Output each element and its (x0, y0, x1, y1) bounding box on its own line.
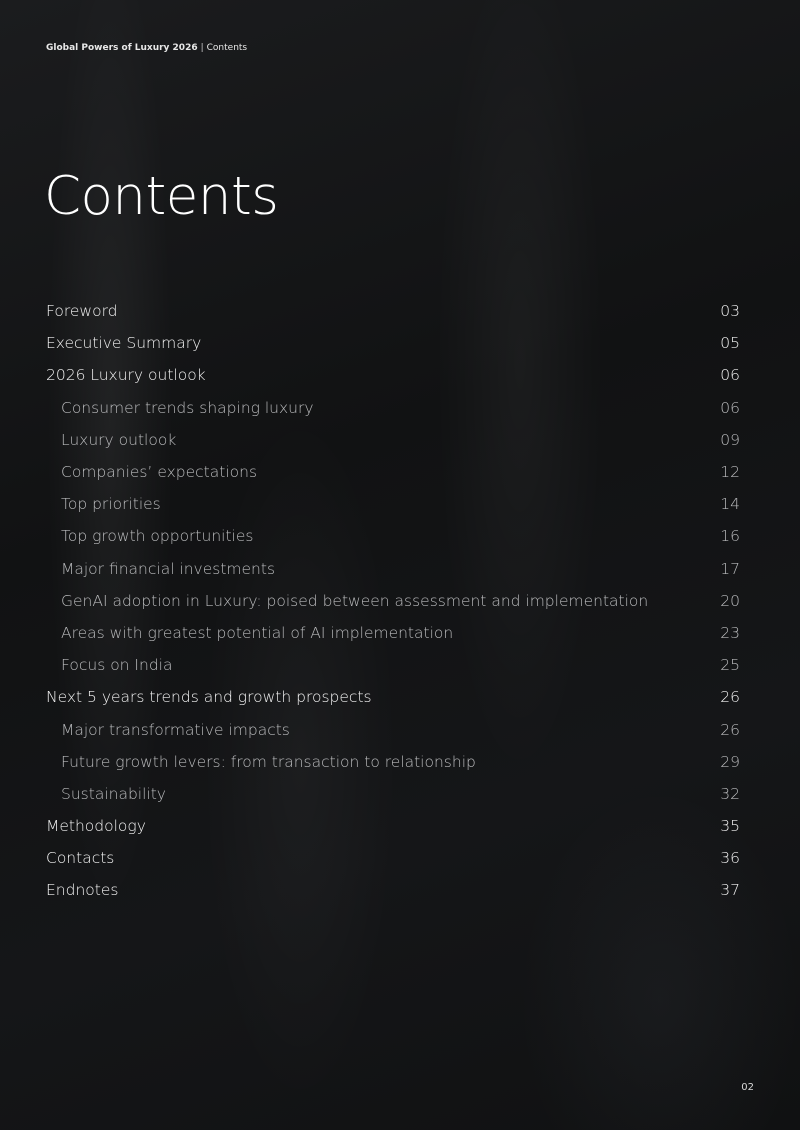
toc-entry-page: 09 (720, 430, 740, 449)
report-title: Global Powers of Luxury 2026 (46, 43, 198, 53)
toc-entry-label: Areas with greatest potential of AI implementation (61, 623, 454, 642)
toc-entry-label: Endnotes (46, 881, 119, 900)
toc-entry-page: 12 (720, 463, 740, 482)
toc-subentry[interactable] (46, 520, 740, 552)
toc-entry-label: Top growth opportunities (61, 527, 254, 546)
toc-entry-page: 29 (720, 752, 740, 771)
toc-entry-page: 32 (720, 784, 740, 803)
toc-entry-page: 23 (720, 623, 740, 642)
toc-entry-label: Executive Summary (46, 334, 202, 353)
toc-entry-page: 03 (720, 302, 740, 321)
toc-entry-page: 14 (720, 495, 740, 514)
toc-entry[interactable] (46, 295, 740, 327)
toc-entry-label: Contacts (46, 849, 115, 868)
toc-entry-page: 17 (720, 559, 740, 578)
toc-entry-page: 26 (720, 688, 740, 707)
toc-entry-page: 20 (720, 591, 740, 610)
toc-entry-label: Next 5 years trends and growth prospects (46, 688, 372, 707)
toc-entry-label: Focus on India (61, 656, 173, 675)
toc-entry-label: Companies’ expectations (61, 463, 258, 482)
toc-entry-page: 25 (720, 656, 740, 675)
toc-subentry[interactable] (46, 778, 740, 810)
header-section: Contents (206, 43, 248, 53)
toc-entry[interactable] (46, 810, 740, 842)
toc-entry-label: Foreword (46, 302, 118, 321)
toc-subentry[interactable] (46, 553, 740, 585)
toc-entry[interactable] (46, 842, 740, 874)
toc-entry-label: Future growth levers: from transaction to relationship (61, 752, 476, 771)
toc-subentry[interactable] (46, 456, 740, 488)
toc-entry-page: 26 (720, 720, 740, 739)
table-of-contents (46, 295, 740, 907)
toc-entry-page: 06 (720, 366, 740, 385)
toc-entry[interactable] (46, 874, 740, 906)
toc-entry-page: 16 (720, 527, 740, 546)
toc-entry-label: Major financial investments (61, 559, 276, 578)
toc-entry-label: GenAI adoption in Luxury: poised between assessment and implementation (61, 591, 649, 610)
toc-subentry[interactable] (46, 713, 740, 745)
toc-subentry[interactable] (46, 585, 740, 617)
toc-entry-label: Sustainability (61, 784, 166, 803)
toc-subentry[interactable] (46, 424, 740, 456)
toc-subentry[interactable] (46, 488, 740, 520)
toc-entry-page: 06 (720, 398, 740, 417)
toc-entry-label: Consumer trends shaping luxury (61, 398, 314, 417)
toc-entry[interactable] (46, 681, 740, 713)
toc-entry-label: 2026 Luxury outlook (46, 366, 206, 385)
header-separator: | (200, 43, 204, 53)
page-title: Contents (44, 166, 279, 227)
toc-entry-page: 05 (720, 334, 740, 353)
toc-subentry[interactable] (46, 617, 740, 649)
toc-entry-page: 36 (720, 849, 740, 868)
toc-subentry[interactable] (46, 392, 740, 424)
running-header (46, 43, 247, 53)
toc-entry-label: Methodology (46, 817, 146, 836)
page-number: 02 (741, 1082, 754, 1093)
toc-entry-label: Major transformative impacts (61, 720, 290, 739)
toc-entry[interactable] (46, 327, 740, 359)
toc-entry-page: 37 (720, 881, 740, 900)
toc-entry-label: Top priorities (61, 495, 161, 514)
toc-entry-label: Luxury outlook (61, 430, 177, 449)
toc-subentry[interactable] (46, 649, 740, 681)
toc-entry-page: 35 (720, 817, 740, 836)
toc-entry[interactable] (46, 359, 740, 391)
toc-subentry[interactable] (46, 746, 740, 778)
